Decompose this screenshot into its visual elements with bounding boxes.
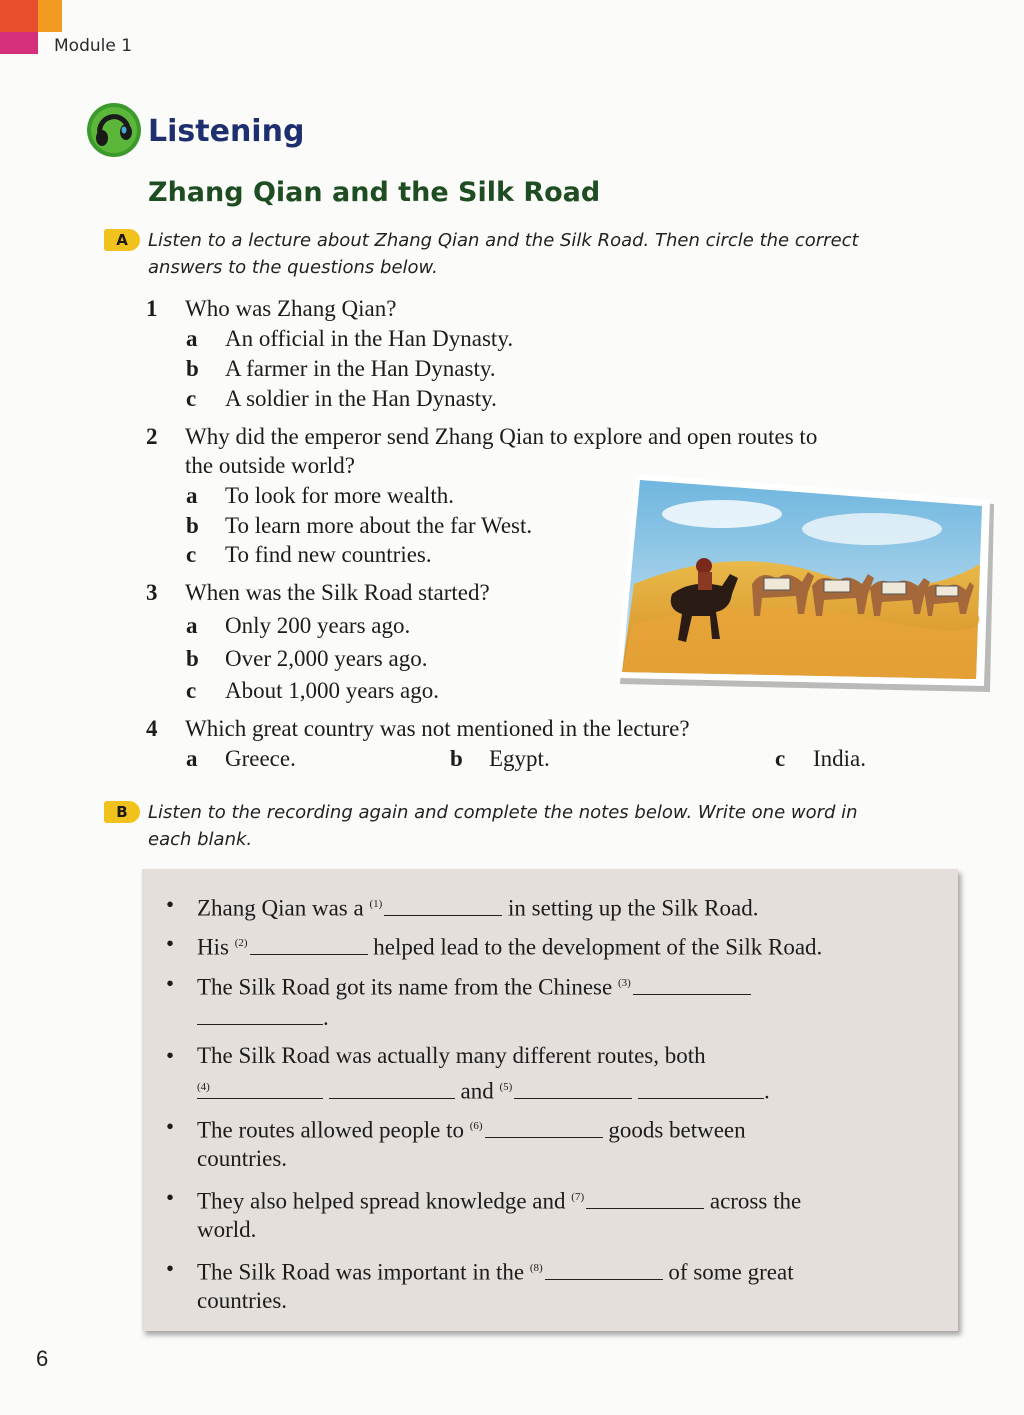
option-text[interactable]: Egypt. [489,746,550,771]
blank-number: (4) [197,1081,210,1093]
instruction-line: Listen to a lecture about Zhang Qian and the Silk Road. Then circle the correct [148,230,859,251]
question-number: 2 [146,424,158,449]
note-item [197,889,758,924]
note-text: across the [709,1188,802,1214]
answer-blank[interactable] [633,974,751,995]
note-text: helped lead to the development of the Silk Road. [373,934,823,960]
blank-number: (2) [234,937,248,949]
note-text: in setting up the Silk Road. [508,895,759,921]
question-number: 3 [146,580,158,605]
option-letter[interactable]: c [186,678,197,703]
option-text[interactable]: About 1,000 years ago. [225,678,439,703]
blank-number: (8) [529,1262,543,1274]
silk-road-caravan-illustration [612,474,994,692]
note-text: The Silk Road got its name from the Chinese [197,974,613,1000]
option-letter[interactable]: a [186,326,198,351]
instruction-line: answers to the questions below. [148,257,438,278]
option-text[interactable]: Only 200 years ago. [225,613,411,638]
note-item [197,1253,794,1288]
answer-blank[interactable] [485,1117,603,1138]
note-text: . [323,1005,329,1030]
option-letter[interactable]: b [186,513,199,538]
question-text: Who was Zhang Qian? [185,296,397,321]
option-text[interactable]: A farmer in the Han Dynasty. [225,356,496,381]
option-letter[interactable]: b [186,646,199,671]
option-letter[interactable]: a [186,483,198,508]
note-blanks-row [197,1072,770,1107]
note-item [197,1111,746,1146]
answer-blank[interactable] [638,1078,764,1099]
blank-number: (5) [499,1081,513,1093]
option-text[interactable]: India. [813,746,867,771]
note-text: The Silk Road was important in the [197,1259,525,1285]
note-item-line2: countries. [197,1288,288,1313]
section-title: Listening [148,114,305,149]
module-label: Module 1 [54,36,133,56]
note-item-line2 [197,1002,329,1033]
answer-blank[interactable] [514,1078,632,1099]
answer-blank[interactable] [384,895,502,916]
lesson-subtitle: Zhang Qian and the Silk Road [148,177,601,208]
option-letter[interactable]: a [186,613,198,638]
bullet: • [166,1185,175,1210]
part-b-badge: B [104,801,140,823]
question-text-line2: the outside world? [185,453,355,478]
option-letter[interactable]: c [186,542,197,567]
note-text: Zhang Qian was a [197,895,364,921]
note-text: They also helped spread knowledge and [197,1188,566,1214]
part-a-badge: A [104,229,140,251]
option-letter[interactable]: a [186,746,198,771]
bullet: • [166,1256,175,1281]
note-item: The Silk Road was actually many different routes, both [197,1043,706,1068]
question-number: 4 [146,716,158,741]
instruction-line: each blank. [148,829,253,850]
note-text: and [460,1078,494,1104]
bullet: • [166,892,175,917]
headphones-icon [86,102,142,158]
option-text[interactable]: An official in the Han Dynasty. [225,326,514,351]
note-item [197,968,751,1003]
answer-blank[interactable] [545,1259,663,1280]
question-text: Which great country was not mentioned in the lecture? [185,716,690,741]
option-text[interactable]: Over 2,000 years ago. [225,646,428,671]
option-text[interactable]: To learn more about the far West. [225,513,533,538]
question-number: 1 [146,296,158,321]
answer-blank[interactable] [586,1188,704,1209]
option-text[interactable]: Greece. [225,746,296,771]
note-item-line2: world. [197,1217,257,1242]
option-text[interactable]: To find new countries. [225,542,432,567]
part-b-instruction [148,799,858,853]
option-letter[interactable]: c [775,746,786,771]
note-text: . [764,1078,770,1104]
blank-number: (3) [617,977,631,989]
instruction-line: Listen to the recording again and complete the notes below. Write one word in [148,802,858,823]
question-text: Why did the emperor send Zhang Qian to explore and open routes to [185,424,818,449]
note-text: of some great [668,1259,794,1285]
answer-blank[interactable] [329,1078,455,1099]
blank-number: (7) [571,1191,585,1203]
note-item-line2: countries. [197,1146,288,1171]
part-a-instruction [148,227,859,281]
option-text[interactable]: To look for more wealth. [225,483,454,508]
note-item [197,928,822,963]
note-text: His [197,934,229,960]
note-text: goods between [608,1117,746,1143]
page-number: 6 [36,1346,49,1371]
bullet: • [166,1043,175,1068]
corner-tab-orange [38,0,62,32]
option-text[interactable]: A soldier in the Han Dynasty. [225,386,497,411]
bullet: • [166,931,175,956]
option-letter[interactable]: b [450,746,463,771]
bullet: • [166,1114,175,1139]
blank-number: (6) [469,1120,483,1132]
answer-blank[interactable] [250,934,368,955]
bullet: • [166,971,175,996]
question-text: When was the Silk Road started? [185,580,490,605]
blank-number: (1) [369,898,383,910]
option-letter[interactable]: c [186,386,197,411]
corner-tab-pink [0,32,38,54]
answer-blank[interactable] [197,1004,323,1025]
answer-blank[interactable] [197,1078,323,1099]
note-item [197,1182,801,1217]
option-letter[interactable]: b [186,356,199,381]
note-text: The routes allowed people to [197,1117,464,1143]
